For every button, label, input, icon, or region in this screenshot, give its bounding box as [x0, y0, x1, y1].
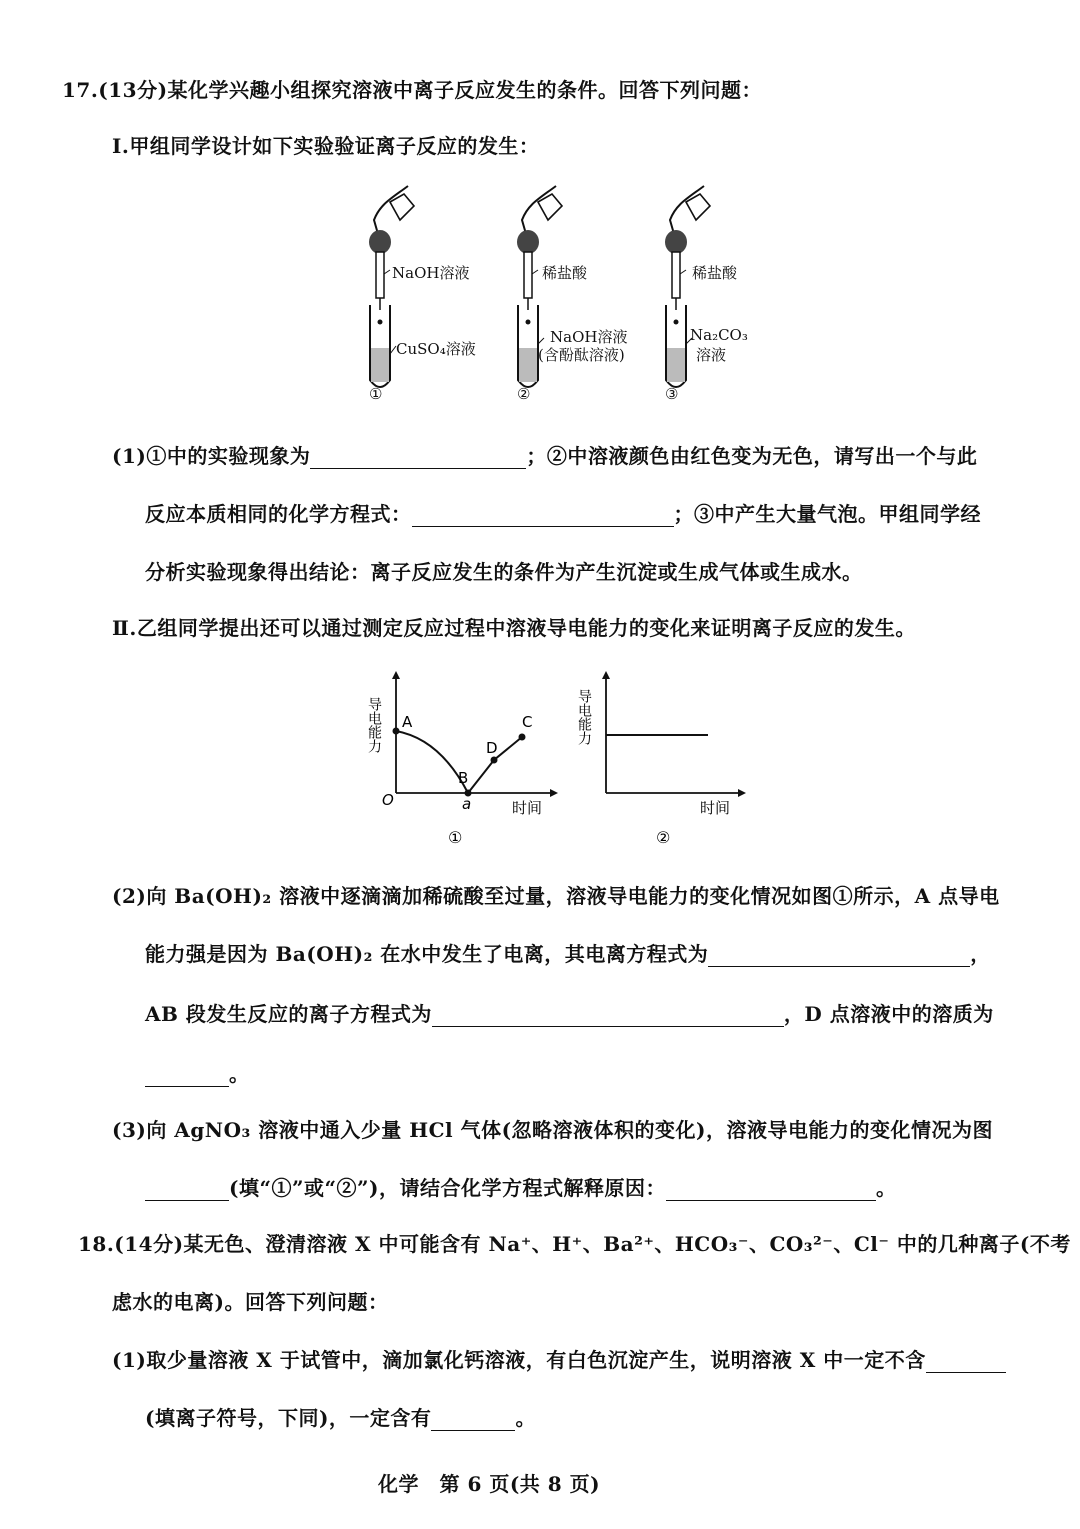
tube1-dropper-label: NaOH溶液 [392, 264, 470, 282]
answer-blank-3-2[interactable] [666, 1180, 876, 1201]
page-footer: 化学 第 6 页(共 8 页) [378, 1472, 601, 1496]
graph1-number: ① [448, 828, 463, 847]
origin-label: O [382, 791, 394, 809]
graph2-xlabel: 时间 [700, 799, 731, 817]
tube3-dropper-label: 稀盐酸 [692, 264, 738, 282]
answer-blank-3-1[interactable] [145, 1180, 229, 1201]
q18-line1: 18.(14分)某无色、澄清溶液 X 中可能含有 Na⁺、H⁺、Ba²⁺、HCO₃⁻、CO₃²⁻、Cl⁻ 中的几种离子(不考 [78, 1232, 1071, 1256]
tube3-solution-label-2: 溶液 [696, 346, 727, 364]
answer-blank-18-1[interactable] [926, 1352, 1006, 1373]
q17-sub2-line3: AB 段发生反应的离子方程式为 ，D 点溶液中的溶质为 [145, 1002, 994, 1026]
answer-blank-1-2[interactable] [412, 506, 674, 527]
point-c-label: C [522, 713, 533, 731]
tube1-number: ① [369, 385, 383, 403]
graph1-ylabel: 导电能力 [366, 697, 382, 753]
graph2-number: ② [656, 828, 671, 847]
tube2-solution-label-2: (含酚酞溶液) [538, 346, 625, 364]
point-b-label: B [458, 769, 469, 787]
answer-blank-18-2[interactable] [431, 1410, 515, 1431]
conductivity-graph-2 [570, 665, 750, 850]
tube2-dropper-label: 稀盐酸 [542, 264, 588, 282]
q17-sub1-line2: 反应本质相同的化学方程式： ；③中产生大量气泡。甲组同学经 [145, 502, 981, 526]
q17-part1-heading: Ⅰ.甲组同学设计如下实验验证离子反应的发生： [112, 134, 540, 158]
point-a-axis-label: a [462, 795, 472, 813]
q17-sub2-line1: (2)向 Ba(OH)₂ 溶液中逐滴滴加稀硫酸至过量，溶液导电能力的变化情况如图①所示，A 点导电 [112, 884, 1000, 908]
test-tube-figures [330, 180, 770, 410]
tube1-solution-label: CuSO₄溶液 [396, 340, 476, 358]
q17-sub1-line1: (1)①中的实验现象为 ；②中溶液颜色由红色变为无色，请写出一个与此 [112, 444, 978, 468]
tube2-solution-label: NaOH溶液 [550, 328, 628, 346]
graph2-ylabel: 导电能力 [576, 689, 592, 745]
tube2-number: ② [517, 385, 531, 403]
point-d-label: D [486, 739, 498, 757]
point-a-label: A [402, 713, 413, 731]
answer-blank-2-1[interactable] [708, 946, 970, 967]
answer-blank-2-3[interactable] [145, 1066, 229, 1087]
q17-part2-heading: Ⅱ.乙组同学提出还可以通过测定反应过程中溶液导电能力的变化来证明离子反应的发生。 [112, 616, 916, 640]
q18-line2: 虑水的电离)。回答下列问题： [112, 1290, 389, 1314]
tube3-solution-label: Na₂CO₃ [690, 326, 748, 344]
graph1-xlabel: 时间 [512, 799, 543, 817]
q17-sub2-line4: 。 [145, 1058, 250, 1087]
q17-sub1-line3: 分析实验现象得出结论：离子反应发生的条件为产生沉淀或生成气体或生成水。 [145, 560, 863, 584]
q18-sub1-line2: (填离子符号，下同)，一定含有 。 [145, 1406, 536, 1430]
q17-sub3-line2: (填“①”或“②”)，请结合化学方程式解释原因： 。 [145, 1172, 896, 1201]
q17-sub2-line2: 能力强是因为 Ba(OH)₂ 在水中发生了电离，其电离方程式为 ， [145, 942, 991, 966]
q17-header: 17.(13分)某化学兴趣小组探究溶液中离子反应发生的条件。回答下列问题： [62, 78, 763, 102]
q18-sub1-line1: (1)取少量溶液 X 于试管中，滴加氯化钙溶液，有白色沉淀产生，说明溶液 X 中一定不含 [112, 1344, 1006, 1373]
conductivity-graph-1 [360, 665, 560, 850]
answer-blank-2-2[interactable] [432, 1006, 784, 1027]
q17-sub3-line1: (3)向 AgNO₃ 溶液中通入少量 HCl 气体(忽略溶液体积的变化)，溶液导电能力的变化情况为图 [112, 1118, 993, 1142]
tube3-number: ③ [665, 385, 679, 403]
answer-blank-1-1[interactable] [310, 448, 526, 469]
